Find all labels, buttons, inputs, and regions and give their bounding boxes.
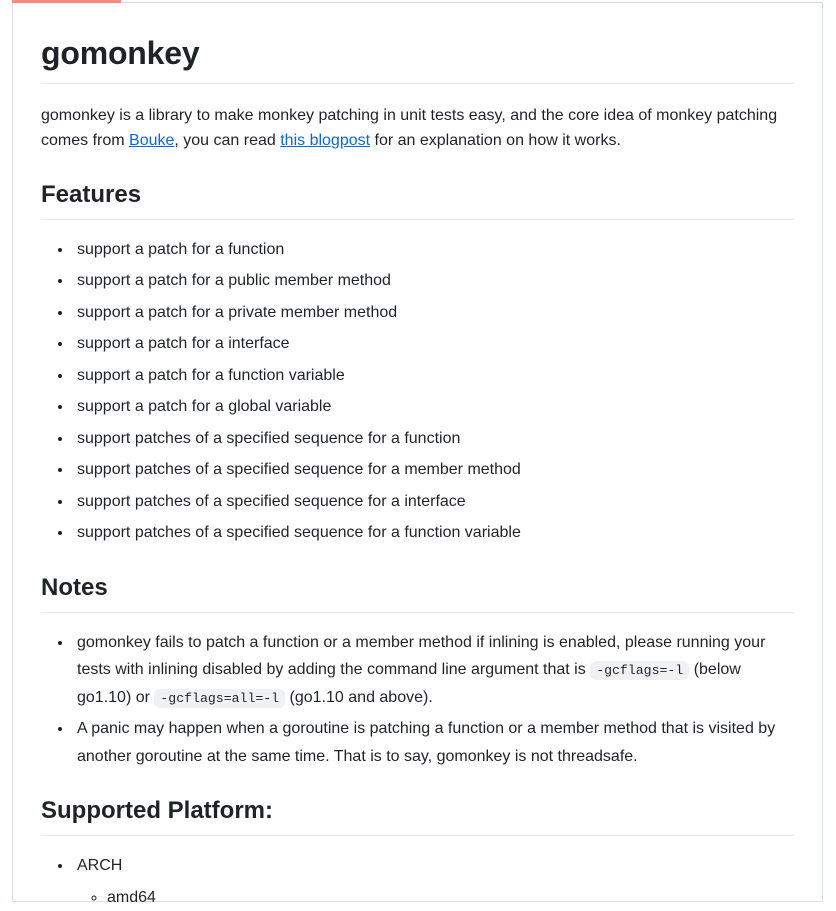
list-item: ◦ amd64: [107, 884, 794, 911]
intro-text-part-1: gomonkey is a library to make monkey patching in unit tests easy, and the core idea of monkey patching comes from: [41, 107, 778, 149]
readme-content: [13, 3, 822, 911]
link-this-blogpost[interactable]: this blogpost: [280, 131, 371, 149]
list-item: • A panic may happen when a goroutine is patching a function or a member method that is visited by another goroutine at the same time. That is to say, gomonkey is not threadsafe.: [73, 715, 794, 770]
supported-platform-list: [41, 852, 794, 911]
list-item: • support a patch for a function: [73, 236, 794, 264]
page-title: gomonkey: [41, 33, 794, 84]
section-heading-supported-platform: Supported Platform:: [41, 796, 794, 836]
list-item: • support patches of a specified sequence for a function: [73, 425, 794, 453]
list-item: • support patches of a specified sequence for a interface: [73, 488, 794, 516]
intro-text-part-2: , you can read: [174, 131, 281, 149]
list-item: • support a patch for a global variable: [73, 393, 794, 421]
list-item: • support a patch for a function variable: [73, 362, 794, 390]
link-bouke[interactable]: Bouke: [129, 131, 175, 149]
page-loading-progress-bar: [0, 0, 836, 3]
readme-panel: [12, 2, 823, 906]
list-item: • support patches of a specified sequence for a member method: [73, 456, 794, 484]
inline-code-gcflags-all-l: -gcflags=all=-l: [154, 689, 285, 708]
list-item: • support a patch for a private member method: [73, 299, 794, 327]
features-list: [41, 236, 794, 547]
note-text-part-2: (below go1.10) or: [77, 661, 741, 706]
inline-code-gcflags-l: -gcflags=-l: [590, 661, 689, 680]
arch-sublist: [77, 884, 794, 911]
intro-text-part-3: for an explanation on how it works.: [370, 131, 621, 149]
arch-label: ARCH: [77, 857, 123, 875]
section-heading-notes: Notes: [41, 573, 794, 613]
list-item: [73, 629, 794, 712]
progress-bar-fill: [12, 0, 121, 3]
list-item: • support a patch for a interface: [73, 330, 794, 358]
section-heading-features: Features: [41, 180, 794, 220]
intro-paragraph: [41, 104, 794, 154]
note-text-part-1: gomonkey fails to patch a function or a member method if inlining is enabled, please running your tests with inlining disabled by adding the command line argument that is: [77, 633, 766, 679]
list-item: • support patches of a specified sequence for a function variable: [73, 519, 794, 547]
list-item: [73, 852, 794, 911]
list-item: • support a patch for a public member method: [73, 267, 794, 295]
note-text-part-3: (go1.10 and above).: [285, 688, 433, 706]
notes-list: [41, 629, 794, 771]
